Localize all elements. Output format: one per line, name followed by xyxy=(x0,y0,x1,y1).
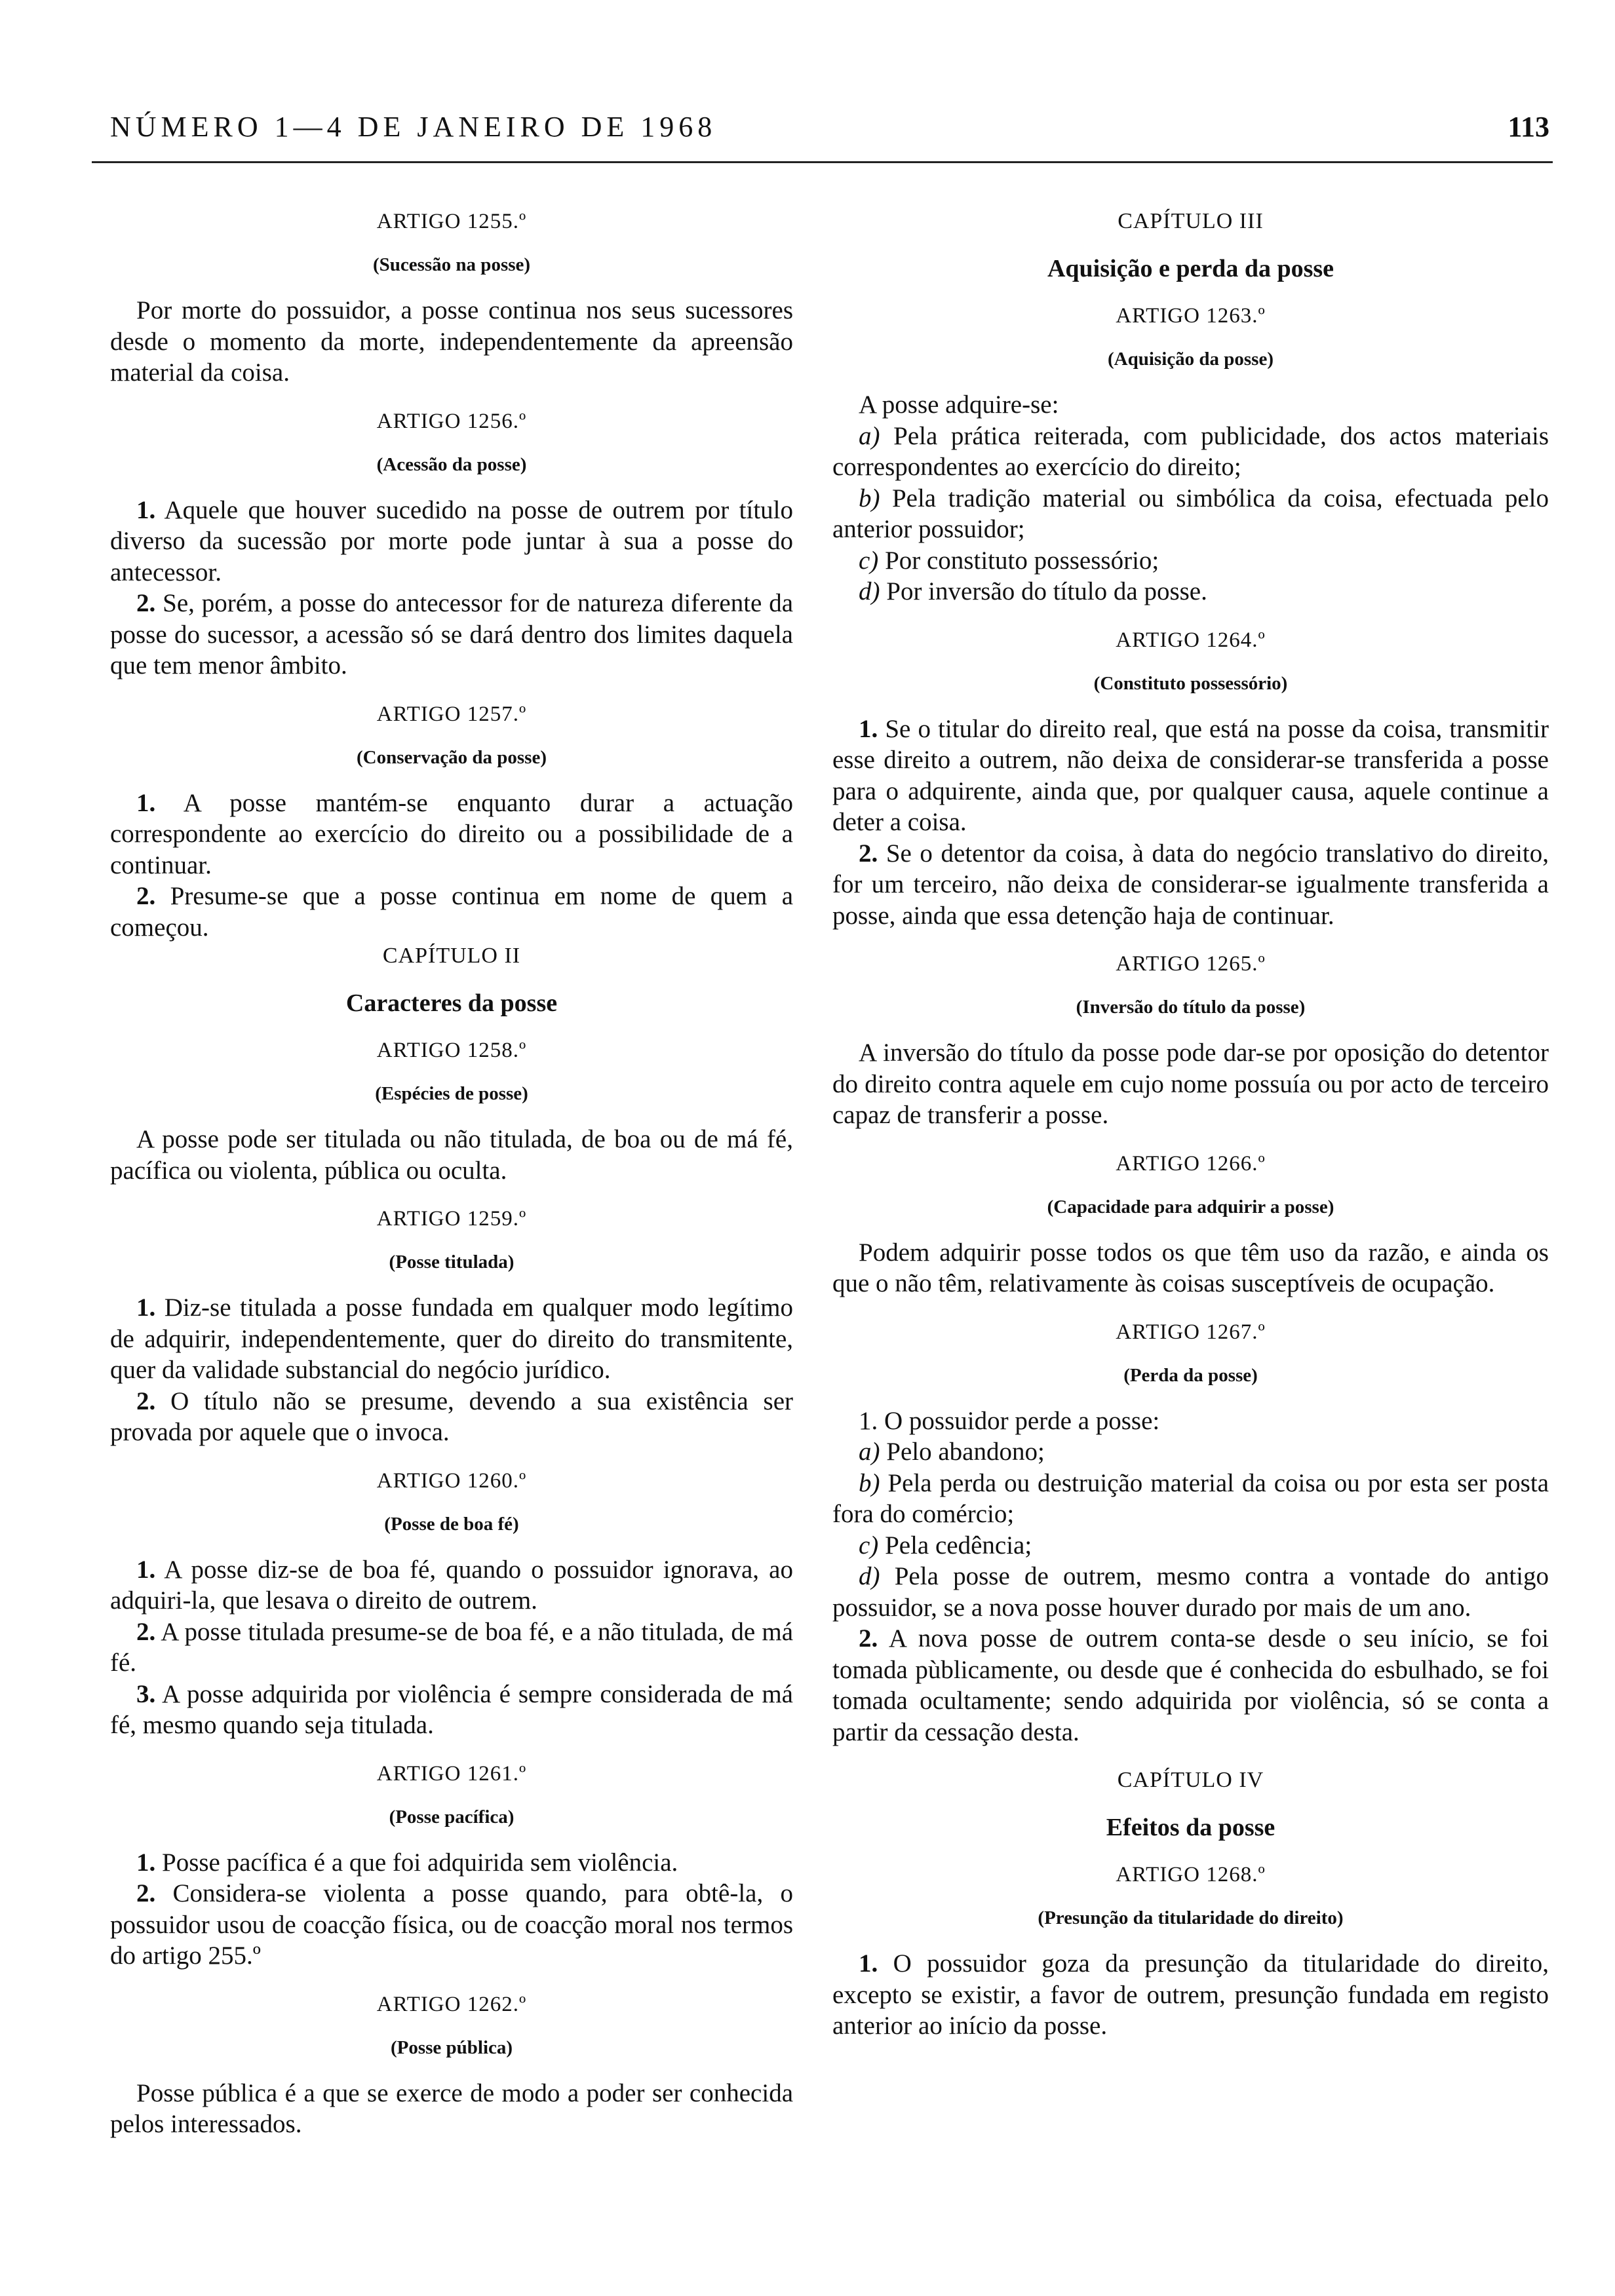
article-subtitle: (Perda da posse) xyxy=(1123,1364,1258,1386)
paragraph xyxy=(832,1530,1549,1561)
paragraph xyxy=(832,714,1549,838)
paragraph xyxy=(832,1436,1549,1468)
item-letter: d) xyxy=(859,1562,880,1590)
spacer xyxy=(832,1748,1549,1767)
article-heading: ARTIGO 1255.º xyxy=(376,210,527,233)
article-subtitle: (Presunção da titularidade do direito) xyxy=(1038,1907,1344,1928)
paragraph-number: 2. xyxy=(136,882,156,910)
paragraph xyxy=(832,1037,1549,1131)
paragraph xyxy=(832,389,1549,421)
item-letter: b) xyxy=(859,484,880,512)
paragraph xyxy=(832,545,1549,577)
item-letter: b) xyxy=(859,1468,880,1497)
paragraph-text: Pela cedência; xyxy=(885,1531,1032,1559)
paragraph-text: O possuidor goza da presunção da titularidade do direito, excepto se existir, a favor de outrem, presunção fundada em registo anterior ao início da posse. xyxy=(832,1949,1549,2040)
paragraph-text: A posse titulada presume-se de boa fé, e a não titulada, de má fé. xyxy=(110,1617,794,1677)
chapter-heading: CAPÍTULO II xyxy=(382,944,521,968)
paragraph-text: A nova posse de outrem conta-se desde o seu início, se foi tomada pùblicamente, ou desde que é conhecida do esbulhado, se foi tomada ocultamente; sendo adquirida por violência, só se conta a partir da cessação desta. xyxy=(832,1624,1549,1746)
paragraph xyxy=(110,788,793,881)
paragraph-text: Por inversão do título da posse. xyxy=(886,577,1207,605)
page-header-title: NÚMERO 1—4 DE JANEIRO DE 1968 xyxy=(110,111,717,143)
spacer xyxy=(832,1131,1549,1151)
paragraph-number: 3. xyxy=(136,1679,156,1708)
paragraph-number: 2. xyxy=(136,1879,156,1907)
paragraph-number: 1. xyxy=(136,1555,156,1584)
paragraph-text: Pela tradição material ou simbólica da coisa, efectuada pelo anterior possuidor; xyxy=(832,484,1549,543)
paragraph-number: 2. xyxy=(859,1624,878,1653)
paragraph xyxy=(110,1554,793,1617)
paragraph xyxy=(832,838,1549,932)
right-column xyxy=(832,208,1549,2042)
paragraph-text: Por constituto possessório; xyxy=(885,546,1159,575)
article-subtitle: (Inversão do título da posse) xyxy=(1076,997,1306,1018)
item-letter: c) xyxy=(859,546,879,575)
article-heading: ARTIGO 1264.º xyxy=(1116,628,1266,652)
spacer xyxy=(110,1448,793,1468)
spacer xyxy=(110,1972,793,1991)
paragraph-text: Pela perda ou destruição material da coisa ou por esta ser posta fora do comércio; xyxy=(832,1468,1549,1528)
paragraph xyxy=(110,495,793,588)
spacer xyxy=(832,931,1549,951)
paragraph-text: Posse pública é a que se exerce de modo a poder ser conhecida pelos interessados. xyxy=(110,2078,793,2138)
paragraph-text: A posse adquire-se: xyxy=(859,391,1059,419)
paragraph-number: 2. xyxy=(136,589,156,617)
paragraph-text: Pela posse de outrem, mesmo contra a vontade do antigo possuidor, se a nova posse houver durado por mais de um ano. xyxy=(832,1562,1549,1622)
paragraph-text: A posse adquirida por violência é sempre considerada de má fé, mesmo quando seja titulada. xyxy=(110,1679,793,1739)
article-subtitle: (Aquisição da posse) xyxy=(1108,349,1274,370)
spacer xyxy=(832,1299,1549,1319)
paragraph-number: 2. xyxy=(136,1387,156,1415)
paragraph xyxy=(832,1561,1549,1623)
article-heading: ARTIGO 1257.º xyxy=(376,702,527,726)
paragraph xyxy=(110,1878,793,1972)
chapter-title: Aquisição e perda da posse xyxy=(1047,255,1334,282)
paragraph xyxy=(110,1679,793,1741)
header-rule xyxy=(92,161,1553,163)
paragraph-text: Podem adquirir posse todos os que têm uso da razão, e ainda os que o não têm, relativamente às coisas susceptíveis de ocupação. xyxy=(832,1238,1549,1297)
article-subtitle: (Conservação da posse) xyxy=(357,746,547,768)
paragraph-text: Diz-se titulada a posse fundada em qualquer modo legítimo de adquirir, independentemente, quer do direito do transmitente, quer da validade substancial do negócio jurídico. xyxy=(110,1293,793,1384)
item-letter: a) xyxy=(859,421,880,450)
paragraph xyxy=(110,881,793,943)
article-heading: ARTIGO 1260.º xyxy=(376,1468,527,1493)
article-heading: ARTIGO 1261.º xyxy=(376,1761,527,1786)
article-heading: ARTIGO 1265.º xyxy=(1116,952,1266,976)
item-letter: d) xyxy=(859,577,880,605)
item-letter: c) xyxy=(859,1531,879,1559)
paragraph-text: A posse pode ser titulada ou não titulada, de boa ou de má fé, pacífica ou violenta, pública ou oculta. xyxy=(110,1125,793,1185)
article-subtitle: (Posse pública) xyxy=(390,2037,513,2058)
paragraph xyxy=(832,1406,1549,1437)
paragraph xyxy=(110,1386,793,1448)
spacer xyxy=(832,607,1549,627)
article-subtitle: (Posse pacífica) xyxy=(389,1806,515,1827)
article-heading: ARTIGO 1256.º xyxy=(376,409,527,433)
article-subtitle: (Posse titulada) xyxy=(389,1252,515,1272)
article-subtitle: (Capacidade para adquirir a posse) xyxy=(1047,1196,1334,1217)
paragraph xyxy=(110,1617,793,1679)
article-heading: ARTIGO 1258.º xyxy=(376,1039,527,1062)
paragraph-number: 1. xyxy=(136,495,156,524)
article-heading: ARTIGO 1262.º xyxy=(376,1992,527,2016)
paragraph xyxy=(110,588,793,681)
paragraph xyxy=(832,1623,1549,1748)
left-column xyxy=(110,208,793,2140)
paragraph-number: 1. xyxy=(136,1848,156,1877)
paragraph-text: 1. O possuidor perde a posse: xyxy=(859,1406,1160,1435)
paragraph-text: O título não se presume, devendo a sua existência ser provada por aquele que o invoca. xyxy=(110,1387,793,1446)
paragraph-number: 1. xyxy=(136,1293,156,1322)
paragraph xyxy=(832,1237,1549,1299)
paragraph-number: 1. xyxy=(136,788,156,817)
paragraph-text: Posse pacífica é a que foi adquirida sem violência. xyxy=(162,1848,678,1877)
chapter-title: Efeitos da posse xyxy=(1106,1814,1275,1841)
paragraph-number: 1. xyxy=(859,714,878,743)
article-subtitle: (Constituto possessório) xyxy=(1093,672,1288,694)
paragraph-text: Pelo abandono; xyxy=(886,1438,1045,1466)
paragraph-text: Por morte do possuidor, a posse continua nos seus sucessores desde o momento da morte, independentemente da apreensão material da coisa. xyxy=(110,296,793,387)
chapter-heading: CAPÍTULO III xyxy=(1118,209,1264,233)
spacer xyxy=(110,389,793,408)
paragraph-text: A inversão do título da posse pode dar-se por oposição do detentor do direito contra aquele em cujo nome possuía ou por acto de terceiro capaz de transferir a posse. xyxy=(832,1039,1549,1129)
article-subtitle: (Sucessão na posse) xyxy=(372,254,531,275)
paragraph xyxy=(832,483,1549,545)
paragraph-text: Aquele que houver sucedido na posse de outrem por título diverso da sucessão por morte pode juntar à sua a posse do antecessor. xyxy=(110,495,793,586)
paragraph-text: Se, porém, a posse do antecessor for de natureza diferente da posse do sucessor, a acessão só se dará dentro dos limites daquela que tem menor âmbito. xyxy=(110,589,794,679)
paragraph xyxy=(832,1948,1549,2042)
article-subtitle: (Espécies de posse) xyxy=(375,1083,528,1104)
paragraph-text: Considera-se violenta a posse quando, para obtê-la, o possuidor usou de coacção física, ou de coacção moral nos termos do artigo 255.º xyxy=(110,1879,794,1970)
chapter-heading: CAPÍTULO IV xyxy=(1117,1768,1264,1792)
paragraph xyxy=(110,295,793,389)
article-subtitle: (Acessão da posse) xyxy=(376,453,527,475)
paragraph xyxy=(110,1124,793,1186)
paragraph-text: Se o detentor da coisa, à data do negócio translativo do direito, for um terceiro, não deixa de considerar-se igualmente transferida a posse, ainda que essa detenção haja de continuar. xyxy=(832,839,1549,930)
paragraph xyxy=(832,1468,1549,1530)
paragraph xyxy=(110,1292,793,1386)
paragraph-number: 2. xyxy=(859,839,878,868)
paragraph xyxy=(832,576,1549,607)
paragraph xyxy=(832,421,1549,483)
spacer xyxy=(110,681,793,701)
paragraph-number: 2. xyxy=(136,1617,156,1646)
article-heading: ARTIGO 1268.º xyxy=(1116,1863,1266,1886)
page-number: 113 xyxy=(1508,111,1549,143)
spacer xyxy=(110,1186,793,1206)
article-heading: ARTIGO 1263.º xyxy=(1116,304,1266,328)
paragraph-text: Se o titular do direito real, que está na posse da coisa, transmitir esse direito a outrem, não deixa de considerar-se transferida a posse para o adquirente, ainda que, por qualquer causa, aquele continue a deter a coisa. xyxy=(832,714,1549,836)
article-heading: ARTIGO 1266.º xyxy=(1116,1151,1266,1176)
paragraph-text: Presume-se que a posse continua em nome de quem a começou. xyxy=(110,882,794,942)
paragraph xyxy=(110,2078,793,2140)
paragraph xyxy=(110,1847,793,1879)
article-heading: ARTIGO 1259.º xyxy=(376,1207,527,1231)
article-subtitle: (Posse de boa fé) xyxy=(384,1513,519,1535)
spacer xyxy=(110,1741,793,1761)
item-letter: a) xyxy=(859,1438,880,1466)
chapter-title: Caracteres da posse xyxy=(345,989,558,1017)
article-heading: ARTIGO 1267.º xyxy=(1116,1320,1266,1344)
paragraph-text: A posse diz-se de boa fé, quando o possuidor ignorava, ao adquiri-la, que lesava o direito de outrem. xyxy=(110,1555,793,1615)
paragraph-text: Pela prática reiterada, com publicidade, dos actos materiais correspondentes ao exercício do direito; xyxy=(832,421,1549,481)
paragraph-text: A posse mantém-se enquanto durar a actuação correspondente ao exercício do direito ou a possibilidade de a continuar. xyxy=(110,788,793,879)
paragraph-number: 1. xyxy=(859,1949,878,1978)
